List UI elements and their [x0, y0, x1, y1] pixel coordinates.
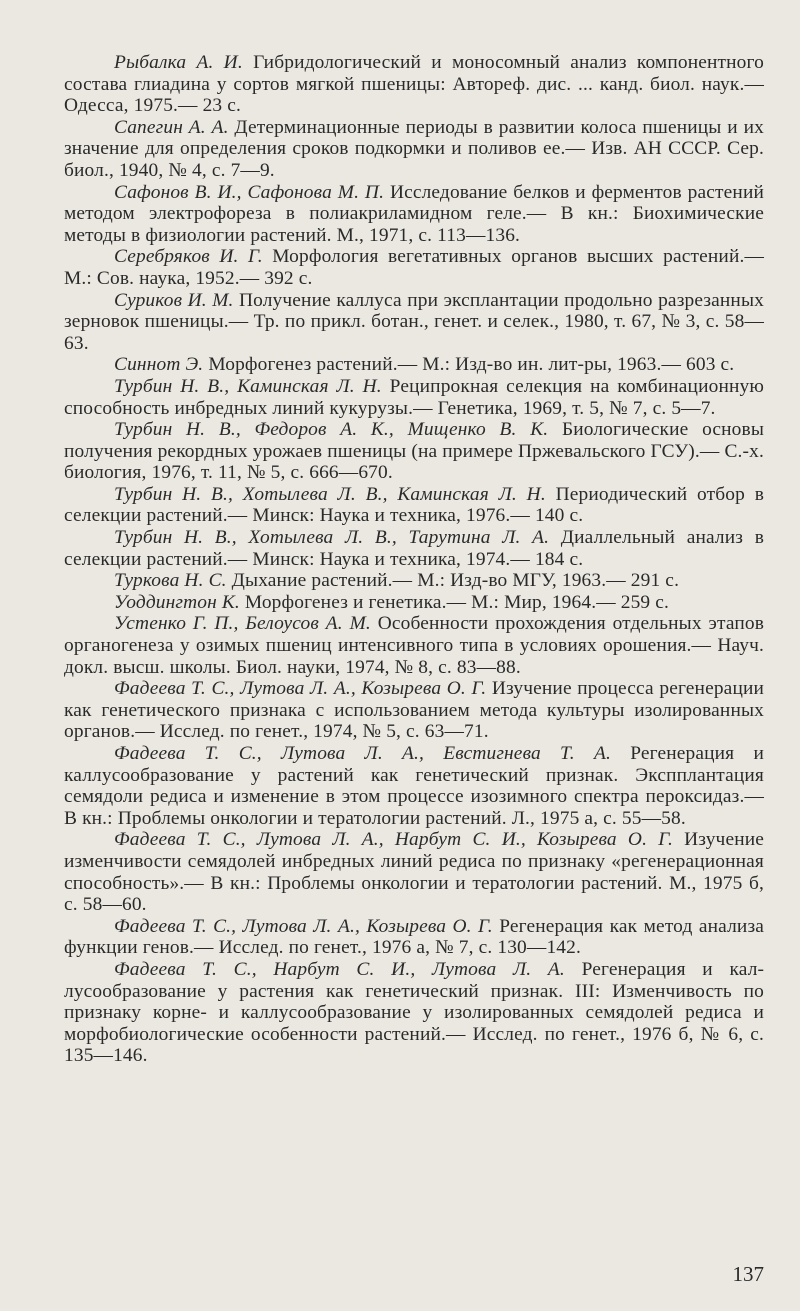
reference-authors: Фадеева Т. С., Лутова Л. А., Нарбут С. И., Козырева О. Г. — [114, 829, 673, 851]
reference-text: Регенерация и каллусообразование у растения как генетический признак. III: Изменчивость по признаку корне- и каллусообразование у изолированных семядолей редиса и морфобиологические особенности растений.— Исслед. по генет., 1976 б, № 6, с. 135—146. — [64, 958, 764, 1067]
reference-text: Биологические основы получения рекордных урожаев пшеницы (на примере Пржевальского ГСУ).— С.-х. биология, 1976, т. 11, № 5, с. 666—670. — [64, 419, 765, 484]
reference-text: Морфогенез и генетика.— М.: Мир, 1964.— 259 с. — [244, 591, 670, 613]
reference-entry — [64, 246, 764, 289]
reference-text: Морфология вегетативных органов высших растений.— М.: Сов. наука, 1952.— 392 с. — [64, 246, 765, 289]
reference-text: Детерминационные периоды в развитии колоса пшеницы и их значение для определения сроков подкормки и поливов ее.— Изв. АН СССР. Сер. биол., 1940, № 4, с. 7—9. — [64, 116, 764, 181]
reference-entry — [64, 419, 764, 484]
reference-authors: Устенко Г. П., Белоусов А. М. — [114, 613, 371, 635]
reference-entry — [64, 527, 764, 570]
reference-authors: Рыбалка А. И. — [114, 52, 243, 73]
reference-text: Периодический отбор в селекции растений.— Минск: Наука и техника, 1976.— 140 с. — [64, 483, 765, 527]
reference-entry — [64, 484, 764, 527]
reference-entry — [64, 570, 764, 592]
reference-entry — [64, 592, 764, 614]
reference-entry — [64, 354, 764, 376]
reference-text: Гибридологический и моносомный анализ компонентного состава глиадина у сортов мягкой пшеницы: Автореф. дис. ... канд. биол. наук.— Одесса, 1975.— 23 с. — [64, 52, 764, 117]
reference-text: Исследование белков и ферментов растений методом электрофореза в полиакриламидном геле.— В кн.: Биохимические методы в физиологии растений. М., 1971, с. 113—136. — [64, 181, 764, 246]
reference-authors: Фадеева Т. С., Нарбут С. И., Лутова Л. А. — [114, 958, 565, 980]
reference-text: Реципрокная селекция на комбинационную способность инбредных линий кукурузы.— Генетика, 1969, т. 5, № 7, с. 5—7. — [64, 375, 764, 419]
reference-entry — [64, 743, 764, 829]
reference-text: Особенности прохождения отдельных этапов органогенеза у озимых пшениц интенсивного типа в условиях орошения.— Науч. докл. высш. школы. Биол. науки, 1974, № 8, с. 83—88. — [64, 613, 765, 678]
reference-entry — [64, 52, 764, 117]
reference-authors: Уоддингтон К. — [114, 591, 240, 613]
reference-entry — [64, 959, 764, 1067]
reference-authors: Турбин Н. В., Хотылева Л. В., Тарутина Л. А. — [114, 527, 550, 549]
reference-text: Изучение процесса регенерации как генетического признака с использованием метода культуры изолированных органов.— Исслед. по генет., 1974, № 5, с. 63—71. — [64, 678, 765, 743]
reference-authors: Сапегин А. А. — [114, 116, 229, 138]
reference-entry — [64, 290, 764, 355]
reference-text: Регенерация и каллусообразование у растений как генетический признак. Экспплантация семядоли редиса и изменение в этом процессе изозимного спектра пероксидаз.— В кн.: Проблемы онкологии и тератологии растений. Л., 1975 а, с. 55—58. — [64, 743, 764, 829]
reference-authors: Турбин Н. В., Каминская Л. Н. — [114, 375, 382, 397]
reference-authors: Суриков И. М. — [114, 289, 234, 311]
reference-list — [64, 52, 764, 1067]
reference-authors: Фадеева Т. С., Лутова Л. А., Евстигнева Т. А. — [114, 743, 611, 764]
reference-entry — [64, 117, 764, 182]
reference-authors: Серебряков И. Г. — [114, 246, 263, 268]
reference-text: Диаллельный анализ в селекции растений.— Минск: Наука и техника, 1974.— 184 с. — [64, 527, 765, 570]
reference-authors: Туркова Н. С. — [114, 570, 227, 592]
reference-authors: Синнот Э. — [114, 354, 204, 376]
reference-authors: Фадеева Т. С., Лутова Л. А., Козырева О. Г. — [114, 678, 487, 700]
reference-text: Дыхание растений.— М.: Изд-во МГУ, 1963.— 291 с. — [231, 570, 680, 592]
reference-entry — [64, 613, 764, 678]
reference-entry — [64, 916, 764, 959]
reference-text: Получение каллуса при эксплантации продольно разрезанных зерновок пшеницы.— Тр. по прикл. ботан., генет. и селек., 1980, т. 67, № 3, с. 58—63. — [64, 289, 764, 354]
reference-text: Изучение изменчивости семядолей инбредных линий редиса по признаку «регенерационная способность».— В кн.: Проблемы онкологии и тератологии растений. М., 1975 б, с. 58—60. — [64, 829, 765, 916]
reference-text: Регенерация как метод анализа функции генов.— Исслед. по генет., 1976 а, № 7, с. 130—142. — [64, 915, 765, 959]
reference-entry — [64, 829, 764, 915]
reference-entry — [64, 376, 764, 419]
page-number: 137 — [732, 1262, 764, 1286]
reference-authors: Фадеева Т. С., Лутова Л. А., Козырева О. Г. — [114, 915, 493, 937]
reference-entry — [64, 182, 764, 247]
reference-authors: Турбин Н. В., Хотылева Л. В., Каминская Л. Н. — [114, 483, 546, 505]
reference-authors: Сафонов В. И., Сафонова М. П. — [114, 181, 385, 203]
reference-authors: Турбин Н. В., Федоров А. К., Мищенко В. К. — [114, 419, 549, 441]
reference-text: Морфогенез растений.— М.: Изд-во ин. лит-ры, 1963.— 603 с. — [208, 354, 735, 376]
reference-entry — [64, 678, 764, 743]
